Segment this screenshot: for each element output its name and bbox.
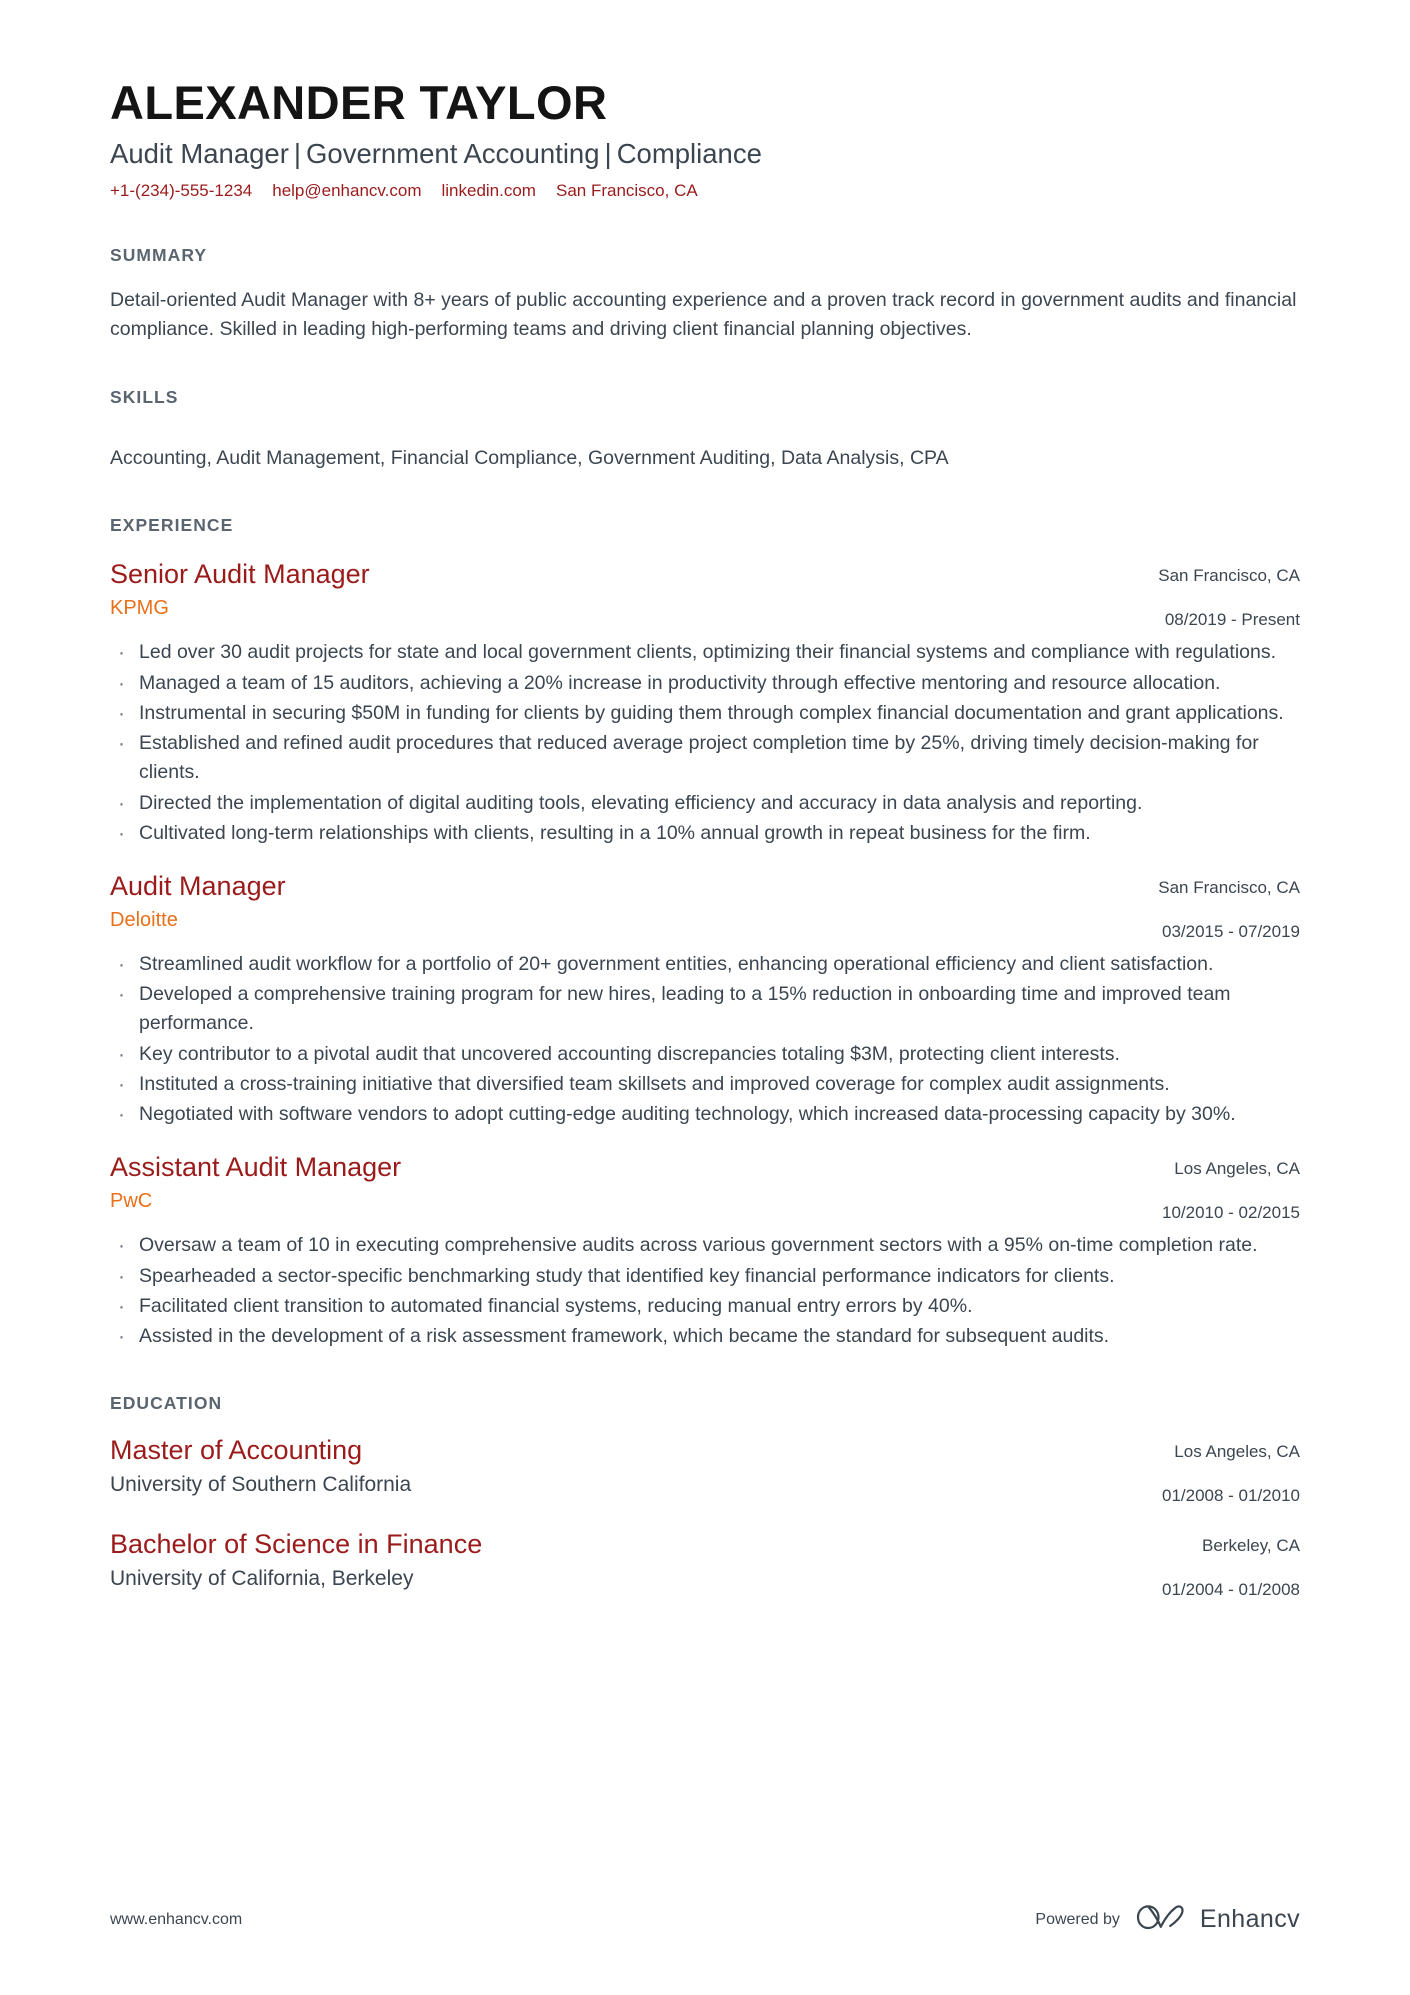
headline-part-2: Government Accounting (306, 138, 600, 170)
contact-phone[interactable]: +1-(234)-555-1234 (110, 180, 253, 200)
headline-part-3: Compliance (616, 138, 762, 170)
job-bullet-list (110, 1231, 1300, 1351)
job-location: San Francisco, CA (1158, 878, 1300, 898)
page-footer (110, 1902, 1300, 1937)
candidate-headline (110, 137, 1300, 171)
degree-name: Master of Accounting (110, 1435, 363, 1466)
candidate-name: ALEXANDER TAYLOR (110, 76, 608, 129)
job-bullet: · Key contributor to a pivotal audit that uncovered accounting discrepancies totaling $3M, protecting client interests. (110, 1040, 1300, 1069)
education-entry (110, 1528, 1300, 1602)
headline-separator-1: | (293, 138, 302, 170)
experience-entry-header (110, 558, 1300, 632)
school-dates: 01/2008 - 01/2010 (1161, 1486, 1300, 1506)
job-location: San Francisco, CA (1158, 566, 1300, 586)
section-experience (110, 515, 1300, 1351)
job-bullet: · Streamlined audit workflow for a portfolio of 20+ government entities, enhancing operational efficiency and client satisfaction. (110, 950, 1300, 979)
section-title-education: EDUCATION (110, 1393, 223, 1414)
school-name: University of Southern California (110, 1473, 412, 1497)
powered-by-label: Powered by (1035, 1910, 1120, 1928)
education-entry-header (110, 1434, 1300, 1508)
footer-website-url[interactable]: www.enhancv.com (110, 1910, 243, 1928)
job-dates: 10/2010 - 02/2015 (1161, 1203, 1300, 1223)
section-title-experience: EXPERIENCE (110, 515, 234, 536)
job-bullet-list (110, 638, 1300, 848)
experience-entry-main (110, 1151, 1100, 1214)
contact-row (110, 179, 1300, 203)
experience-entry-meta (1100, 1151, 1300, 1225)
job-title: Assistant Audit Manager (110, 1152, 402, 1183)
experience-entry-header (110, 1151, 1300, 1225)
company-name: PwC (110, 1190, 153, 1213)
job-bullet: · Managed a team of 15 auditors, achieving a 20% increase in productivity through effective mentoring and resource allocation. (110, 669, 1300, 698)
job-bullet: · Spearheaded a sector-specific benchmarking study that identified key financial performance indicators for clients. (110, 1262, 1300, 1291)
enhancv-brand-name: Enhancv (1199, 1905, 1300, 1933)
education-entry-meta (1100, 1434, 1300, 1508)
education-entry-header (110, 1528, 1300, 1602)
powered-by-block (1035, 1902, 1300, 1937)
enhancv-infinity-logo-icon (1134, 1902, 1186, 1937)
company-name: KPMG (110, 597, 169, 620)
job-bullet: · Led over 30 audit projects for state and local government clients, optimizing their financial systems and compliance with regulations. (110, 638, 1300, 667)
job-bullet: · Assisted in the development of a risk assessment framework, which became the standard for subsequent audits. (110, 1322, 1300, 1351)
job-dates: 08/2019 - Present (1164, 610, 1300, 630)
job-bullet: · Facilitated client transition to automated financial systems, reducing manual entry errors by 40%. (110, 1292, 1300, 1321)
experience-entry-header (110, 870, 1300, 944)
experience-entry (110, 870, 1300, 1129)
school-location: Berkeley, CA (1202, 1536, 1300, 1556)
job-bullet: · Instituted a cross-training initiative that diversified team skillsets and improved coverage for complex audit assignments. (110, 1070, 1300, 1099)
school-dates: 01/2004 - 01/2008 (1161, 1580, 1300, 1600)
job-bullet: · Directed the implementation of digital auditing tools, elevating efficiency and accuracy in data analysis and reporting. (110, 789, 1300, 818)
education-entry-main (110, 1434, 1100, 1499)
degree-name: Bachelor of Science in Finance (110, 1529, 483, 1560)
summary-text: Detail-oriented Audit Manager with 8+ years of public accounting experience and a proven track record in government audits and financial compliance. Skilled in leading high-performing teams and driving client financial planning objectives. (110, 288, 1297, 341)
company-name: Deloitte (110, 908, 178, 931)
contact-website[interactable]: linkedin.com (441, 180, 536, 200)
job-bullet: · Oversaw a team of 10 in executing comprehensive audits across various government sectors with a 95% on-time completion rate. (110, 1231, 1300, 1260)
headline-separator-2: | (604, 138, 612, 170)
experience-entry-meta (1100, 870, 1300, 944)
job-title: Audit Manager (110, 871, 286, 902)
contact-location: San Francisco, CA (555, 180, 698, 200)
experience-entry-main (110, 558, 1100, 621)
job-bullet: · Established and refined audit procedures that reduced average project completion time by 25%, driving timely decision-making for clients. (110, 729, 1300, 788)
job-bullet: · Developed a comprehensive training program for new hires, leading to a 15% reduction in onboarding time and improved team performance. (110, 980, 1300, 1039)
education-entry-meta (1100, 1528, 1300, 1602)
job-title: Senior Audit Manager (110, 559, 370, 590)
experience-entry-meta (1100, 558, 1300, 632)
resume-header (110, 0, 1300, 203)
job-bullet-list (110, 950, 1300, 1130)
education-entry (110, 1434, 1300, 1508)
section-title-skills: SKILLS (110, 386, 179, 407)
job-bullet: · Cultivated long-term relationships with clients, resulting in a 10% annual growth in repeat business for the firm. (110, 819, 1300, 848)
experience-entry (110, 1151, 1300, 1351)
section-skills (110, 387, 1300, 474)
experience-entry-main (110, 870, 1100, 933)
contact-email[interactable]: help@enhancv.com (272, 180, 422, 200)
headline-part-1: Audit Manager (110, 138, 289, 170)
education-entry-main (110, 1528, 1100, 1593)
job-bullet: · Instrumental in securing $50M in funding for clients by guiding them through complex financial documentation and grant applications. (110, 699, 1300, 728)
experience-entry (110, 558, 1300, 848)
job-location: Los Angeles, CA (1174, 1159, 1300, 1179)
school-location: Los Angeles, CA (1174, 1442, 1300, 1462)
section-education (110, 1393, 1300, 1602)
skills-list: Accounting, Audit Management, Financial Compliance, Government Auditing, Data Analysis, CPA (110, 446, 949, 469)
school-name: University of California, Berkeley (110, 1567, 414, 1591)
section-title-summary: SUMMARY (110, 244, 208, 265)
job-dates: 03/2015 - 07/2019 (1161, 921, 1300, 941)
section-summary (110, 245, 1300, 345)
job-bullet: · Negotiated with software vendors to adopt cutting-edge auditing technology, which increased data-processing capacity by 30%. (110, 1100, 1300, 1129)
